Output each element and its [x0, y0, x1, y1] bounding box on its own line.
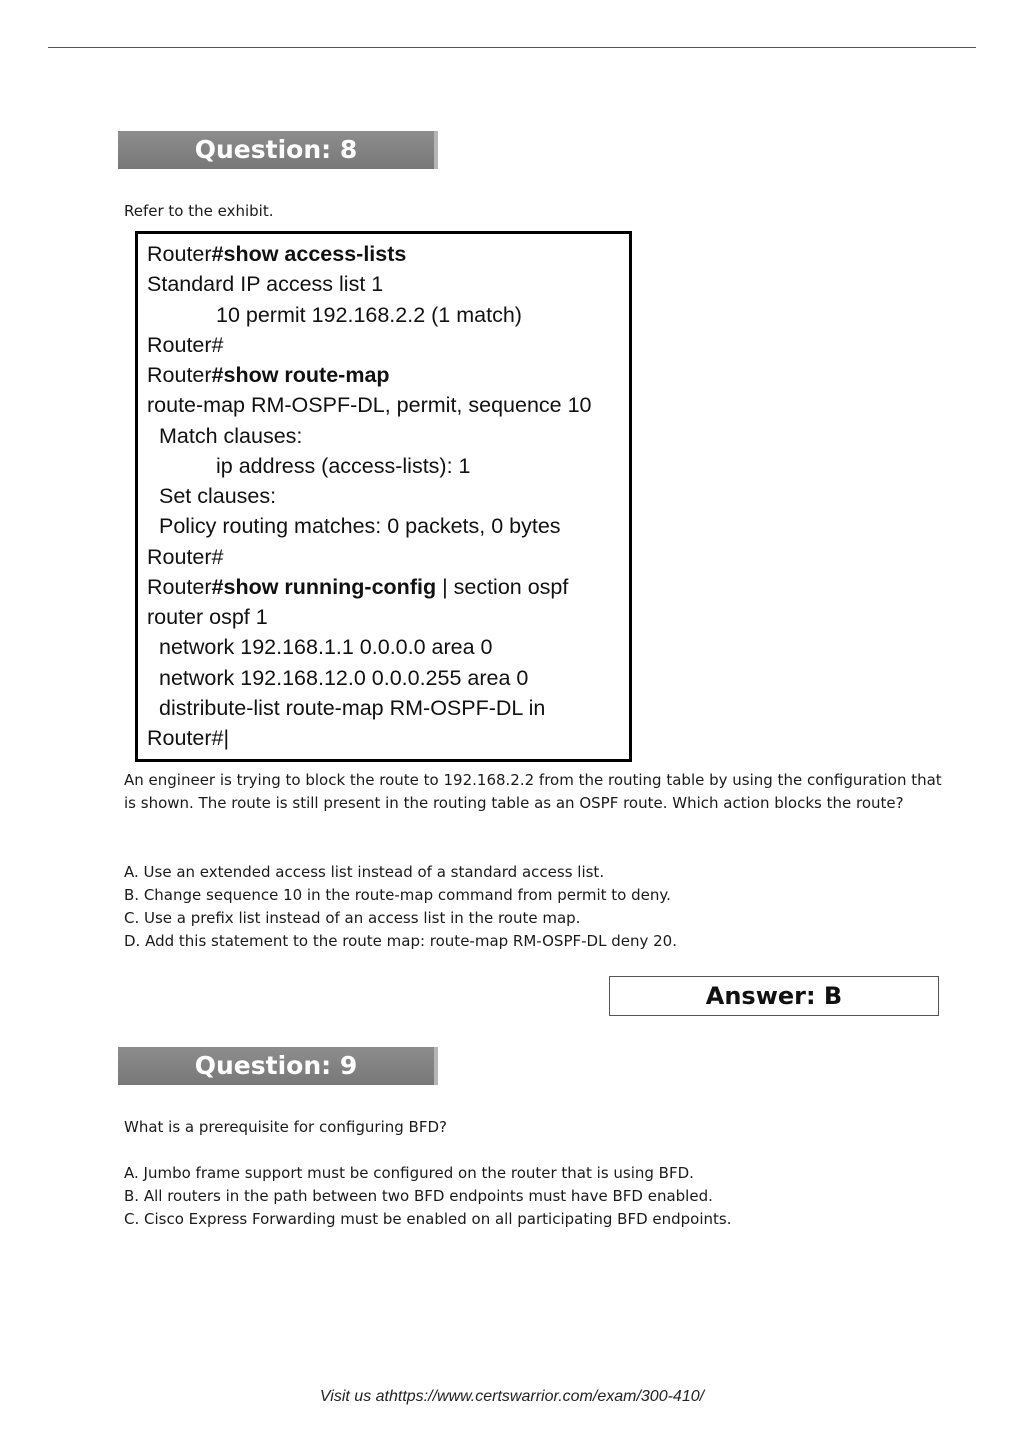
option-b: B. All routers in the path between two BFD endpoints must have BFD enabled. — [124, 1187, 713, 1205]
question-8-text: An engineer is trying to block the route to 192.168.2.2 from the routing table by using the configuration that is shown. The route is still present in the routing table as an OSPF route. Which action blocks the route? — [124, 771, 942, 812]
question-9-heading: Question: 9 — [118, 1047, 438, 1085]
exhibit-line: Standard IP access list 1 — [147, 272, 384, 297]
exhibit-line: Router#show access-lists — [147, 242, 407, 266]
question-9-options — [124, 1162, 732, 1231]
question-8-answer: Answer: B — [609, 976, 939, 1016]
exhibit-line: network 192.168.12.0 0.0.0.255 area 0 — [159, 665, 529, 690]
footer-link-text: Visit us athttps://www.certswarrior.com/exam/300-410/ — [319, 1388, 705, 1405]
exhibit-line: Router#| — [147, 726, 230, 750]
option-a: A. Use an extended access list instead of a standard access list. — [124, 863, 605, 881]
exhibit-line: Router# — [147, 544, 224, 569]
top-divider — [48, 47, 976, 48]
option-c: C. Cisco Express Forwarding must be enabled on all participating BFD endpoints. — [124, 1210, 732, 1228]
question-8-heading: Question: 8 — [118, 131, 438, 169]
exhibit-line: Router#show running-config | section ospf — [147, 574, 569, 599]
question-8-intro: Refer to the exhibit. — [124, 202, 274, 220]
question-8-options — [124, 861, 677, 953]
option-b: B. Change sequence 10 in the route-map command from permit to deny. — [124, 886, 671, 904]
exhibit-line: 10 permit 192.168.2.2 (1 match) — [216, 302, 522, 327]
exhibit-line: ip address (access-lists): 1 — [216, 453, 471, 478]
option-d: D. Add this statement to the route map: route-map RM-OSPF-DL deny 20. — [124, 932, 677, 950]
exhibit-line: Router# — [147, 332, 224, 357]
cli-exhibit — [135, 231, 632, 762]
option-a: A. Jumbo frame support must be configured on the router that is using BFD. — [124, 1164, 694, 1182]
exhibit-line: router ospf 1 — [147, 605, 268, 629]
exhibit-line: Set clauses: — [159, 484, 277, 508]
exhibit-line: distribute-list route-map RM-OSPF-DL in — [159, 695, 546, 720]
option-c: C. Use a prefix list instead of an access list in the route map. — [124, 909, 581, 927]
exhibit-line: Policy routing matches: 0 packets, 0 bytes — [159, 514, 561, 539]
exhibit-line: Match clauses: — [159, 423, 303, 448]
question-9-text: What is a prerequisite for configuring BFD? — [124, 1118, 447, 1136]
exhibit-line: network 192.168.1.1 0.0.0.0 area 0 — [159, 635, 493, 660]
exhibit-line: route-map RM-OSPF-DL, permit, sequence 10 — [147, 393, 592, 418]
exhibit-line: Router#show route-map — [147, 363, 390, 387]
